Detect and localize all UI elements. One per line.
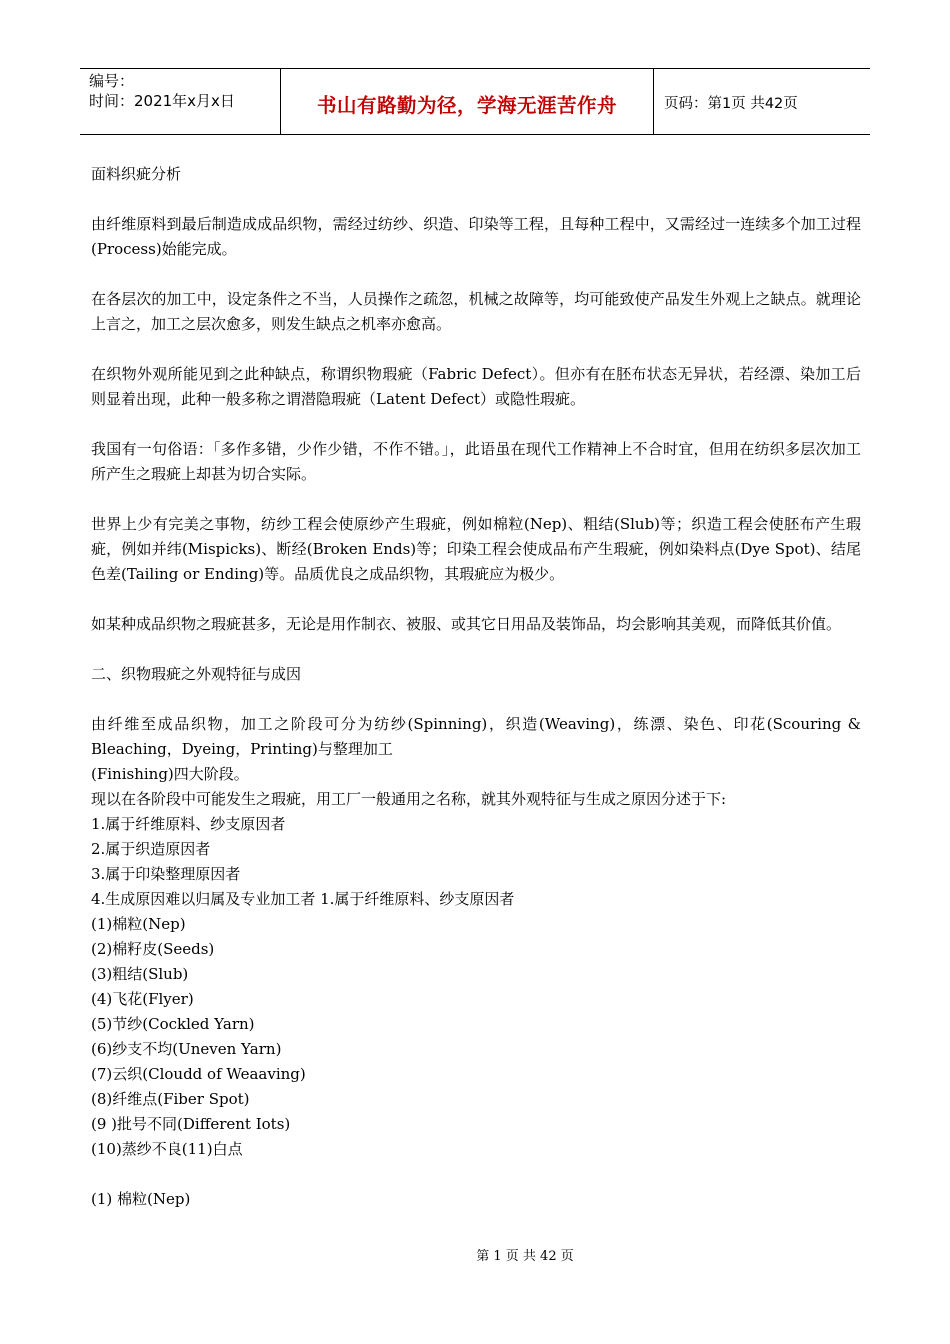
defect-item: (2)棉籽皮(Seeds) (91, 940, 215, 958)
defect-item: (7)云织(Cloudd of Weaaving) (91, 1065, 306, 1083)
header-motto: 书山有路勤为径，学海无涯苦作舟 (281, 69, 654, 134)
defect-item: (6)纱支不均(Uneven Yarn) (91, 1040, 282, 1058)
stage-intro (91, 712, 861, 1212)
defect-item: (1)棉粒(Nep) (91, 915, 186, 933)
stage-intro-end: (Finishing)四大阶段。 (91, 765, 249, 783)
category-item: 4.生成原因难以归属及专业加工者 1.属于纤维原料、纱支原因者 (91, 890, 515, 908)
header-page-label: 页码：第1页 共42页 (664, 96, 798, 112)
defect-item: (3)粗结(Slub) (91, 965, 189, 983)
defect-item: (8)纤维点(Fiber Spot) (91, 1090, 250, 1108)
defect-item: (4)飞花(Flyer) (91, 990, 194, 1008)
defect-item: (9 )批号不同(Different Iots) (91, 1115, 291, 1133)
stage-intro-text: 由纤维至成品织物，加工之阶段可分为纺纱(Spinning)，织造(Weaving)，练漂、染色、印花(Scouring & Bleaching，Dyeing，Printing)与整理加工 (91, 715, 861, 758)
subsection-heading: (1) 棉粒(Nep) (91, 1190, 191, 1208)
paragraph-4: 我国有一句俗语：「多作多错，少作少错，不作不错。」，此语虽在现代工作精神上不合时宜，但用在纺织多层次加工所产生之瑕疵上却甚为切合实际。 (91, 440, 861, 483)
list-intro: 现以在各阶段中可能发生之瑕疵，用工厂一般通用之名称，就其外观特征与生成之原因分述于下: (91, 790, 727, 808)
document-body (91, 162, 861, 1212)
header-meta (80, 69, 281, 134)
paragraph-5: 世界上少有完美之事物，纺纱工程会使原纱产生瑕疵，例如棉粒(Nep)、粗结(Slub)等；织造工程会使胚布产生瑕疵，例如并纬(Mispicks)、断经(Broken Ends)等；印染工程会使成品布产生瑕疵，例如染料点(Dye Spot)、结尾色差(Tailing or Ending)等。品质优良之成品织物，其瑕疵应为极少。 (91, 515, 861, 583)
date-label: 时间：2021年x月x日 (89, 92, 235, 110)
defect-item: (10)蒸纱不良(11)白点 (91, 1140, 243, 1158)
category-item: 3.属于印染整理原因者 (91, 865, 241, 883)
number-label: 编号： (89, 72, 135, 90)
document-header (80, 68, 870, 135)
blank-line (91, 1162, 861, 1187)
section-heading: 二、织物瑕疵之外观特征与成因 (91, 665, 302, 683)
paragraph-6: 如某种成品织物之瑕疵甚多，无论是用作制衣、被服、或其它日用品及装饰品，均会影响其美观，而降低其价值。 (91, 615, 842, 633)
paragraph-3: 在织物外观所能见到之此种缺点，称谓织物瑕疵（Fabric Defect）。但亦有在胚布状态无异状，若经漂、染加工后则显着出现，此种一般多称之谓潜隐瑕疵（Latent Defect）或隐性瑕疵。 (91, 365, 861, 408)
doc-title: 面料织疵分析 (91, 165, 182, 183)
defect-item: (5)节纱(Cockled Yarn) (91, 1015, 255, 1033)
category-item: 1.属于纤维原料、纱支原因者 (91, 815, 286, 833)
paragraph-1: 由纤维原料到最后制造成成品织物，需经过纺纱、织造、印染等工程，且每种工程中，又需经过一连续多个加工过程(Process)始能完成。 (91, 215, 861, 258)
category-item: 2.属于织造原因者 (91, 840, 211, 858)
page-footer: 第 1 页 共 42 页 (476, 1249, 574, 1264)
paragraph-2: 在各层次的加工中，设定条件之不当，人员操作之疏忽，机械之故障等，均可能致使产品发生外观上之缺点。就理论上言之，加工之层次愈多，则发生缺点之机率亦愈高。 (91, 290, 861, 333)
